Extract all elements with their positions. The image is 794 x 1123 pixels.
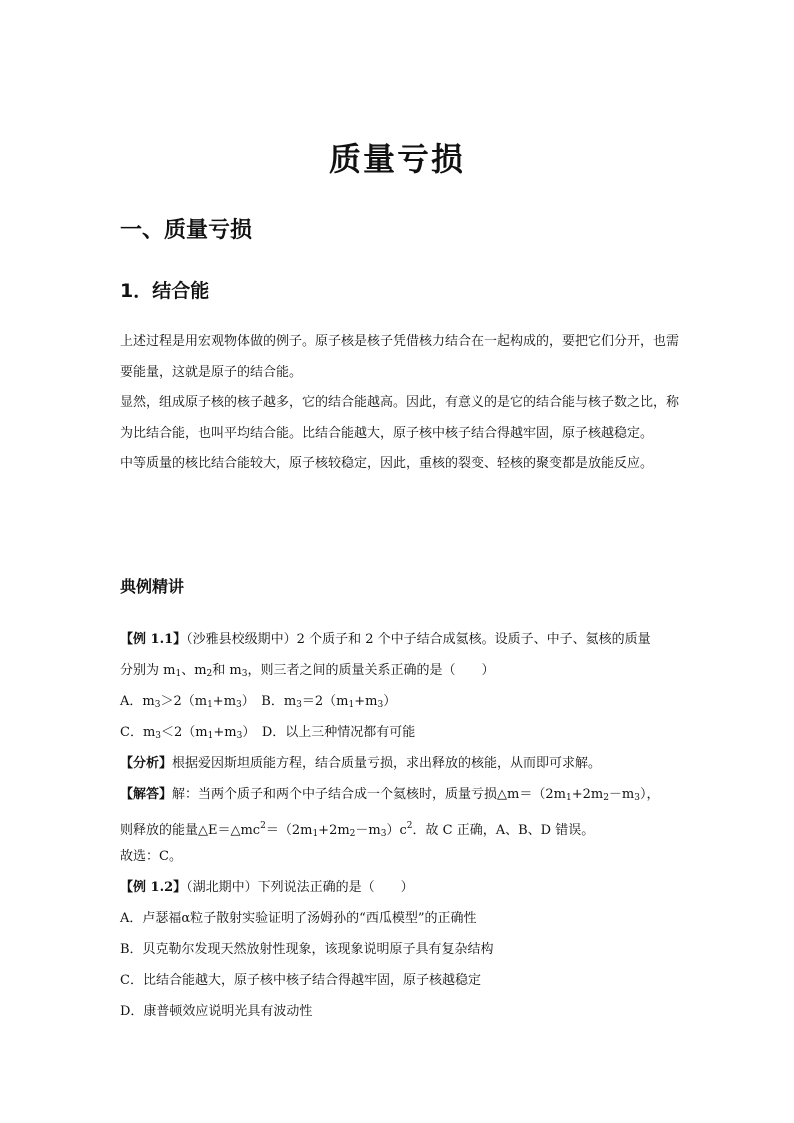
option-line-cd [120,723,690,743]
example-stem: 2 个质子和 2 个中子结合成氦核。设质子、中子、氦核的质量 [296,632,651,647]
option-d: D．康普顿效应说明光具有波动性 [120,1004,313,1019]
subscript: 1 [207,700,213,710]
text: +m [213,725,237,740]
subscript: 3 [296,700,302,710]
paragraph-binding-energy [120,327,680,480]
subscript: 3 [155,731,162,741]
text: 则释放的能量△E＝△mc [120,823,261,838]
example-stem-line [120,630,690,650]
text: ） B．m [241,694,297,709]
option-b: B．贝克勒尔发现天然放射性现象，该现象说明原子具有复杂结构 [120,942,494,957]
example-tag: 【例 1.2】 [120,880,187,895]
text: ） [383,694,397,709]
text: ．故 C 正确，A、B、D 错误。 [412,823,595,838]
text: ） D．以上三种情况都有可能 [242,725,416,740]
subscript: 2 [206,669,213,679]
text: ＜2（m [161,725,208,740]
section-heading: 一、质量亏损 [120,217,253,243]
subscript: 1 [348,700,355,710]
analysis-text: 根据爱因斯坦质能方程，结合质量亏损，求出释放的核能，从而即可求解。 [172,756,602,771]
superscript: 2 [406,821,413,831]
paragraph: 上述过程是用宏观物体做的例子。原子核是核子凭借核力结合在一起构成的，要把它们分开，也需要能量，这就是原子的结合能。 [120,334,680,380]
text: 解：当两个质子和两个中子结合成一个氦核时，质量亏损△m＝（2m [172,787,566,802]
answer-line [120,785,690,805]
text: －m [355,823,381,838]
example-tag: 【例 1.1】 [120,632,187,647]
subscript: 2 [349,829,356,839]
option-c: C．比结合能越大，原子核中核子结合得越牢固，原子核越稳定 [120,973,481,988]
example-stem-line [120,661,690,681]
subscript: 3 [236,731,243,741]
paragraph: 显然，组成原子核的核子越多，它的结合能越高。因此，有意义的是它的结合能与核子数之比，称为比结合能，也叫平均结合能。比结合能越大，原子核中核子结合得越牢固，原子核越稳定。 [120,395,680,441]
subscript: 3 [380,829,387,839]
text: ＞2（m [160,694,208,709]
superscript: 2 [260,821,266,831]
subscript: 1 [312,829,319,839]
subscript: 1 [565,793,572,803]
text: 和 m [212,663,242,678]
text: ＝2（m [301,694,349,709]
option-a: A．卢瑟福α粒子散射实验证明了汤姆孙的“西瓜模型”的正确性 [120,911,477,926]
example-source: （沙雅县校级期中） [186,632,297,647]
text: －m [608,787,635,802]
subsection-heading: 1．结合能 [120,280,210,302]
text: A．m [120,694,155,709]
text: 分别为 m [120,663,176,678]
text: +m [354,694,378,709]
analysis-tag: 【分析】 [120,756,173,771]
subscript: 3 [241,669,248,679]
answer-tag: 【解答】 [120,787,173,802]
paragraph: 中等质量的核比结合能较大，原子核较稳定，因此，重核的裂变、轻核的聚变都是放能反应。 [120,456,654,471]
text: C．m [120,725,156,740]
text: +2m [318,823,350,838]
answer-line [120,816,690,839]
examples-heading: 典例精讲 [120,577,185,596]
text: +2m [571,787,604,802]
option-line-ab [120,692,690,712]
page-title: 质量亏损 [328,140,465,178]
example-stem-line [120,878,690,898]
subscript: 3 [634,793,640,803]
text: 、m [181,663,207,678]
text: ）， [639,787,660,802]
subscript: 1 [207,731,214,741]
text: ，则三者之间的质量关系正确的是（ ） [247,663,495,678]
subscript: 2 [603,793,609,803]
text: ）c [386,823,407,838]
subscript: 3 [236,700,242,710]
subscript: 3 [377,700,384,710]
subscript: 3 [154,700,161,710]
choice-line: 故选：C。 [120,849,182,864]
text: ＝（2m [265,823,313,838]
example-stem: （湖北期中）下列说法正确的是（ ） [186,880,414,895]
subscript: 1 [175,669,182,679]
text: +m [212,694,237,709]
analysis-line [120,754,690,774]
